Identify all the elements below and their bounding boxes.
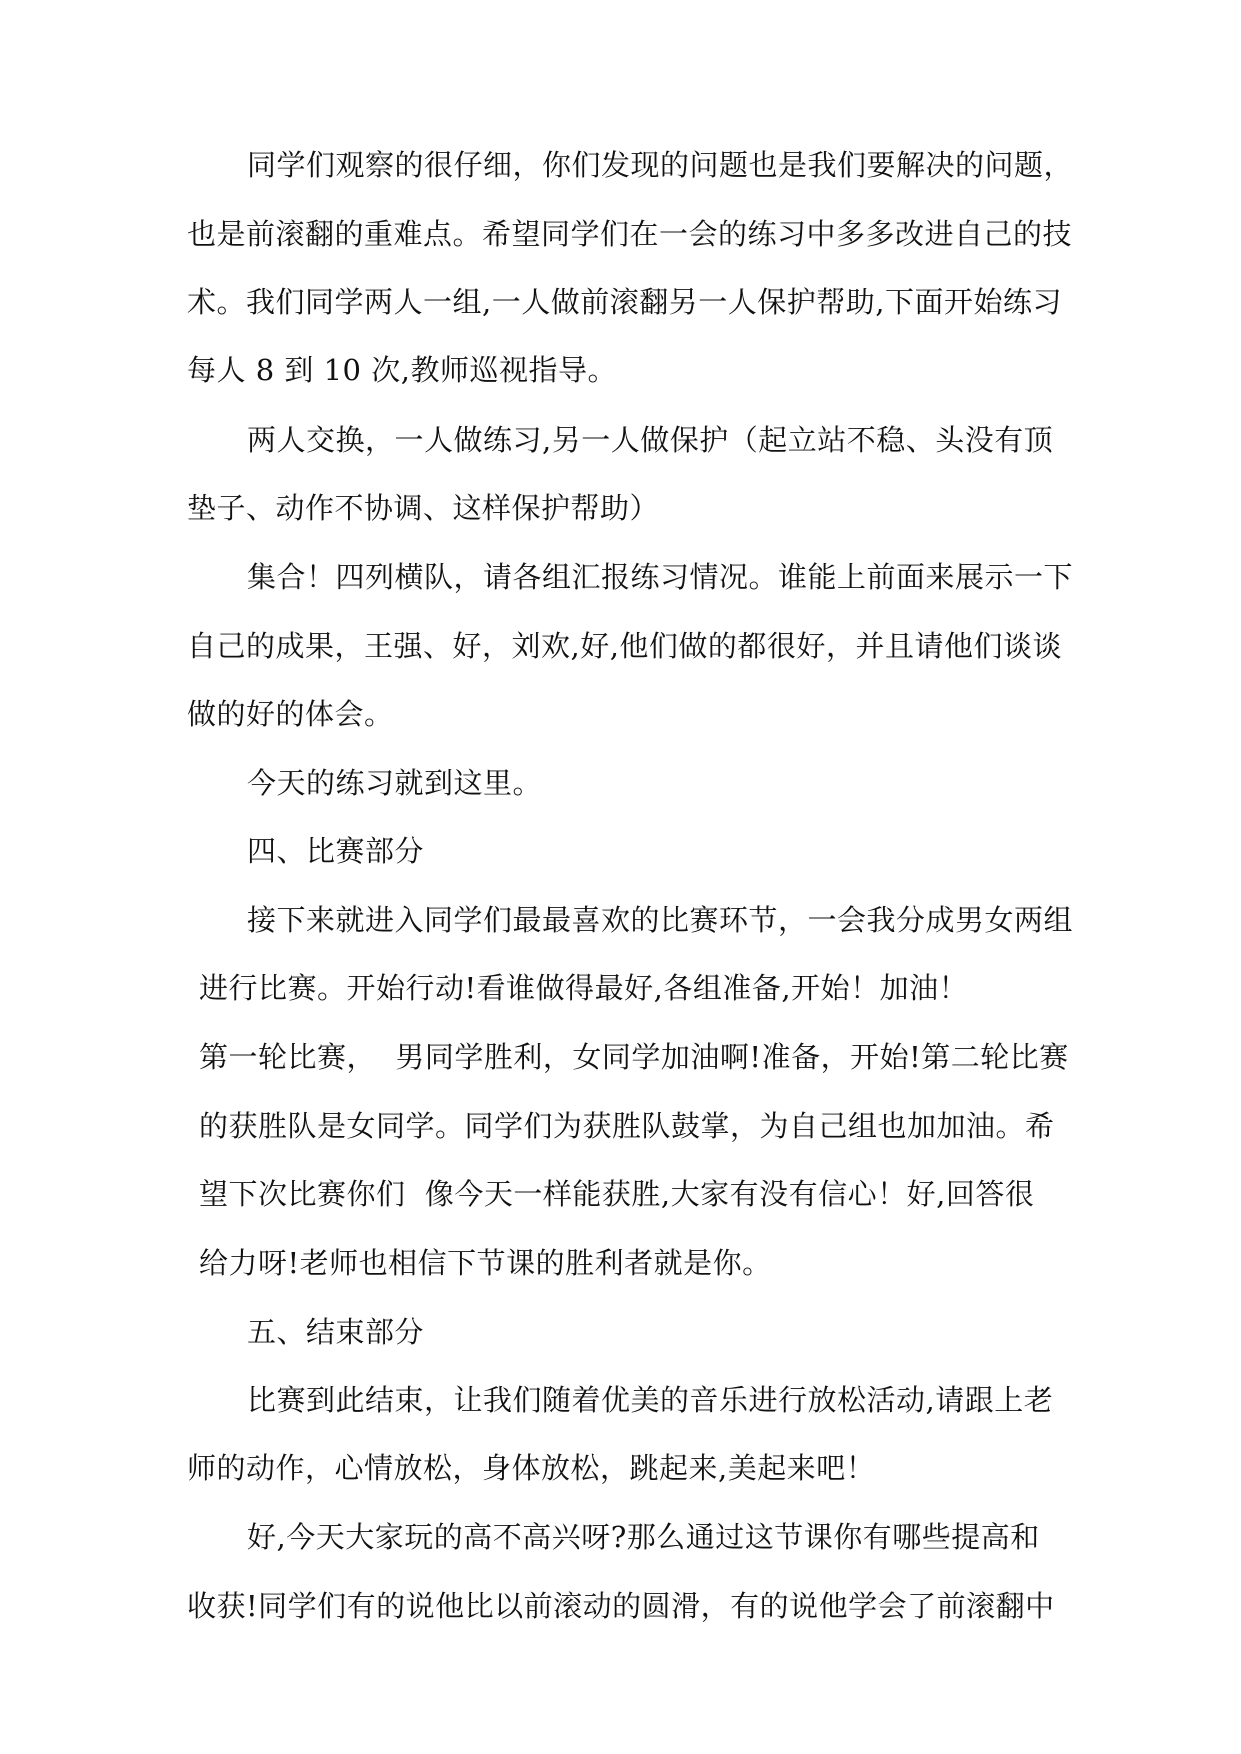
text-line: 自己的成果，王强、好，刘欢,好,他们做的都很好，并且请他们谈谈 <box>187 629 1062 663</box>
section-heading: 四、比赛部分 <box>247 834 425 868</box>
text-line: 望下次比赛你们 像今天一样能获胜,大家有没有信心！好,回答很 <box>199 1177 1035 1211</box>
text-line: 收获!同学们有的说他比以前滚动的圆滑，有的说他学会了前滚翻中 <box>187 1589 1055 1623</box>
text-line: 比赛到此结束，让我们随着优美的音乐进行放松活动,请跟上老 <box>247 1383 1054 1417</box>
text-line: 给力呀!老师也相信下节课的胜利者就是你。 <box>199 1246 772 1280</box>
text-line: 今天的练习就到这里。 <box>247 766 543 800</box>
text-line: 同学们观察的很仔细，你们发现的问题也是我们要解决的问题， <box>247 148 1074 182</box>
text-line: 两人交换，一人做练习,另一人做保护（起立站不稳、头没有顶 <box>247 423 1054 457</box>
text-line: 集合！四列横队，请各组汇报练习情况。谁能上前面来展示一下 <box>247 560 1074 594</box>
text-line: 师的动作，心情放松，身体放松，跳起来,美起来吧！ <box>187 1451 876 1485</box>
text-line: 第一轮比赛， 男同学胜利，女同学加油啊!准备，开始!第二轮比赛 <box>199 1040 1069 1074</box>
text-line: 进行比赛。开始行动!看谁做得最好,各组准备,开始！加油！ <box>199 971 969 1005</box>
text-line: 也是前滚翻的重难点。希望同学们在一会的练习中多多改进自己的技 <box>187 217 1073 251</box>
text-line: 术。我们同学两人一组,一人做前滚翻另一人保护帮助,下面开始练习 <box>187 285 1062 319</box>
text-line: 接下来就进入同学们最最喜欢的比赛环节，一会我分成男女两组 <box>247 903 1074 937</box>
text-line: 垫子、动作不协调、这样保护帮助） <box>187 491 660 525</box>
text-line: 做的好的体会。 <box>187 697 394 731</box>
text-line: 每人 8 到 10 次,教师巡视指导。 <box>187 353 617 387</box>
section-heading: 五、结束部分 <box>247 1315 425 1349</box>
text-line: 的获胜队是女同学。同学们为获胜队鼓掌，为自己组也加加油。希 <box>199 1109 1055 1143</box>
text-line: 好,今天大家玩的高不高兴呀?那么通过这节课你有哪些提高和 <box>247 1520 1040 1554</box>
